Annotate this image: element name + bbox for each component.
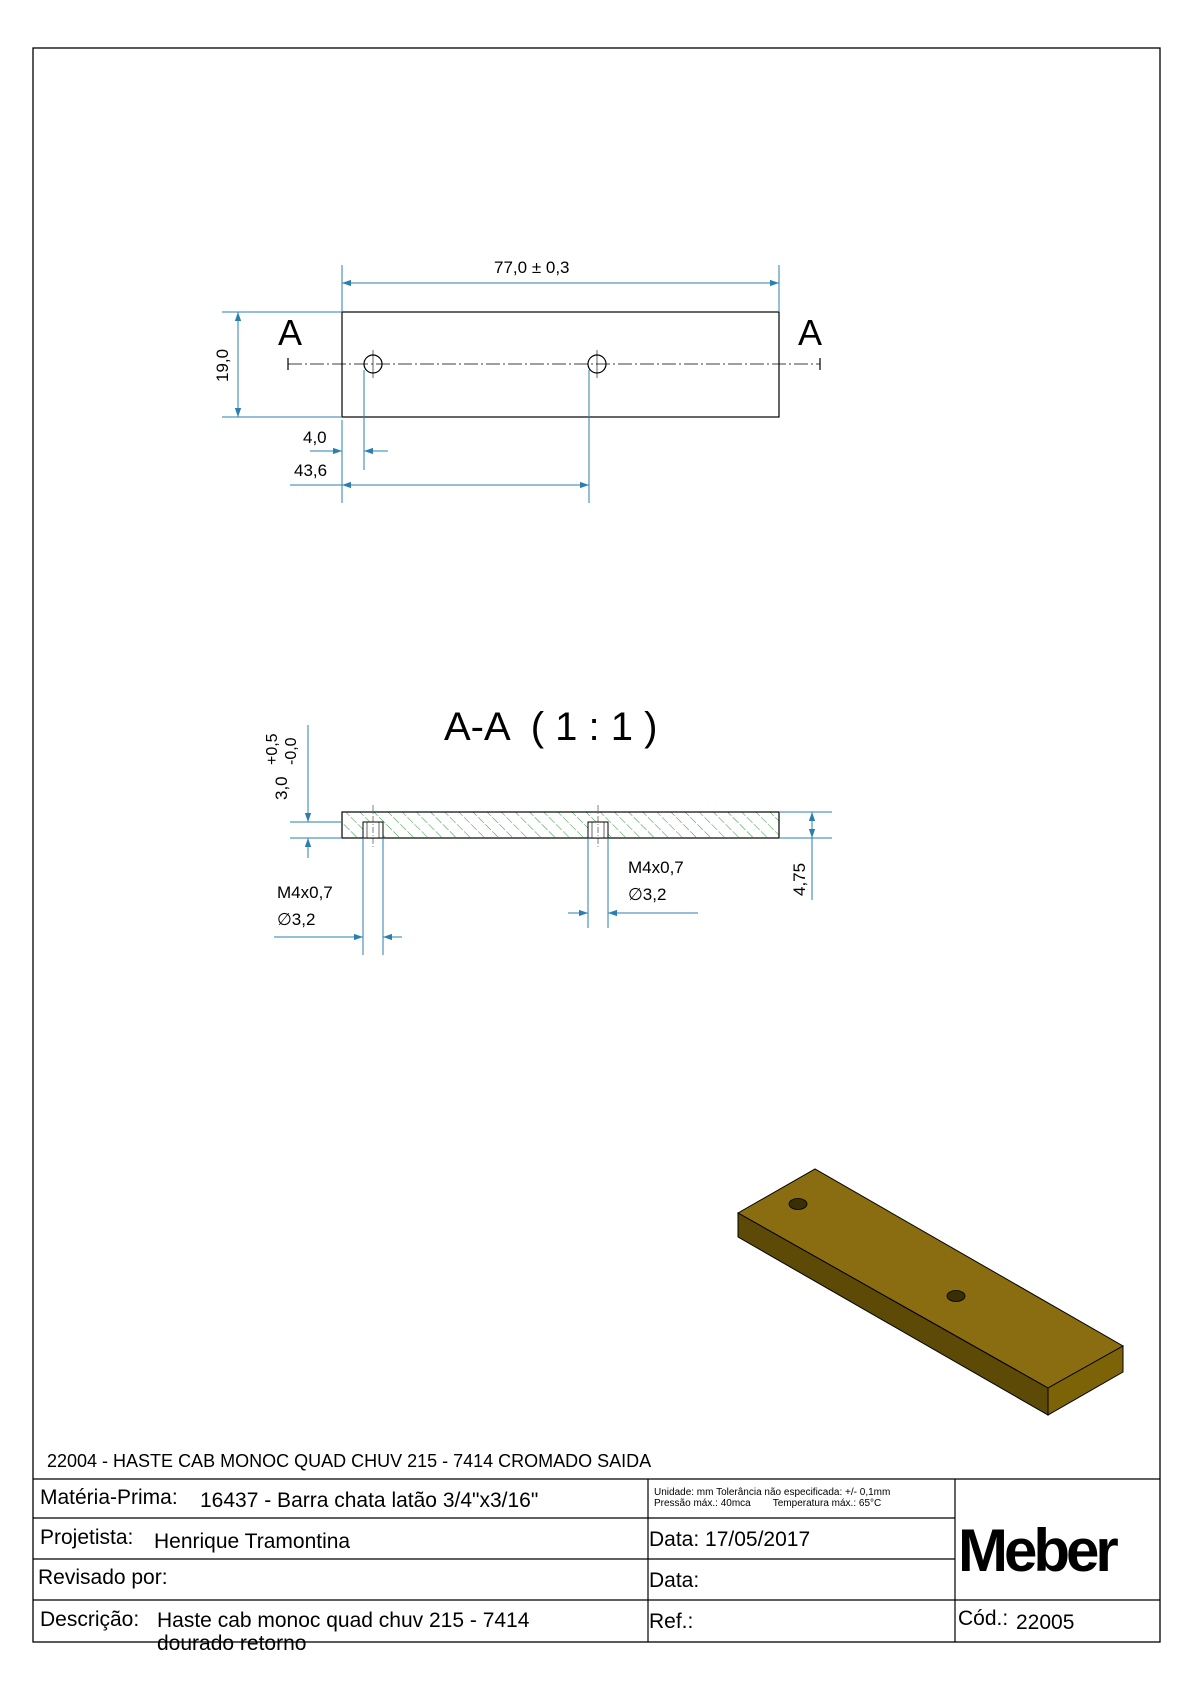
edge-offset-label: 4,0 [303, 428, 327, 447]
notes-line2: Pressão máx.: 40mca Temperatura máx.: 65°C [654, 1498, 882, 1509]
reviewed-label: Revisado por: [38, 1566, 168, 1589]
section-title: A-A ( 1 : 1 ) [444, 705, 658, 749]
meber-logo: Meber [958, 1517, 1115, 1584]
overall-length-label: 77,0 ± 0,3 [494, 258, 570, 277]
description-label: Descrição: [40, 1608, 140, 1631]
ref-label: Ref.: [649, 1610, 694, 1633]
code-label: Cód.: [958, 1607, 1009, 1630]
material-value: 16437 - Barra chata latão 3/4"x3/16" [200, 1489, 539, 1512]
thickness-tol-plus: +0,5 [264, 733, 281, 765]
iso-hole-right [947, 1291, 965, 1302]
left-hole-diameter: ∅3,2 [277, 910, 316, 929]
right-hole-diameter: ∅3,2 [628, 885, 667, 904]
section-label-left: A [278, 312, 303, 353]
total-height-label: 4,75 [790, 862, 809, 896]
bar-outline [342, 312, 779, 417]
iso-hole-left [789, 1199, 807, 1210]
thickness-label: 3,0 [272, 776, 291, 800]
date-label [649, 1528, 810, 1552]
designer-label: Projetista: [40, 1526, 134, 1549]
date-value: 17/05/2017 [705, 1528, 811, 1551]
sheet-border [33, 48, 1160, 1642]
right-hole-thread: M4x0,7 [628, 858, 684, 877]
description-line1: Haste cab monoc quad chuv 215 - 7414 [157, 1609, 530, 1632]
section-body [342, 812, 779, 838]
width-label: 19,0 [213, 348, 232, 382]
code-value: 22005 [1016, 1611, 1075, 1634]
description-line2: dourado retorno [157, 1632, 307, 1655]
left-hole-thread: M4x0,7 [277, 883, 333, 902]
section-view [264, 705, 832, 955]
date-label-text: Data: [649, 1528, 700, 1551]
section-label-right: A [798, 312, 823, 353]
part-name: 22004 - HASTE CAB MONOC QUAD CHUV 215 - 7414 CROMADO SAIDA [47, 1451, 652, 1471]
notes-line1: Unidade: mm Tolerância não especificada: +/- 0,1mm [654, 1487, 891, 1498]
top-view [213, 258, 822, 503]
hole-spacing-label: 43,6 [294, 461, 328, 480]
designer-value: Henrique Tramontina [154, 1530, 351, 1553]
material-label: Matéria-Prima: [40, 1486, 178, 1509]
iso-view [738, 1169, 1123, 1415]
thickness-tol-minus: -0,0 [283, 737, 300, 765]
date2-label: Data: [649, 1569, 700, 1592]
